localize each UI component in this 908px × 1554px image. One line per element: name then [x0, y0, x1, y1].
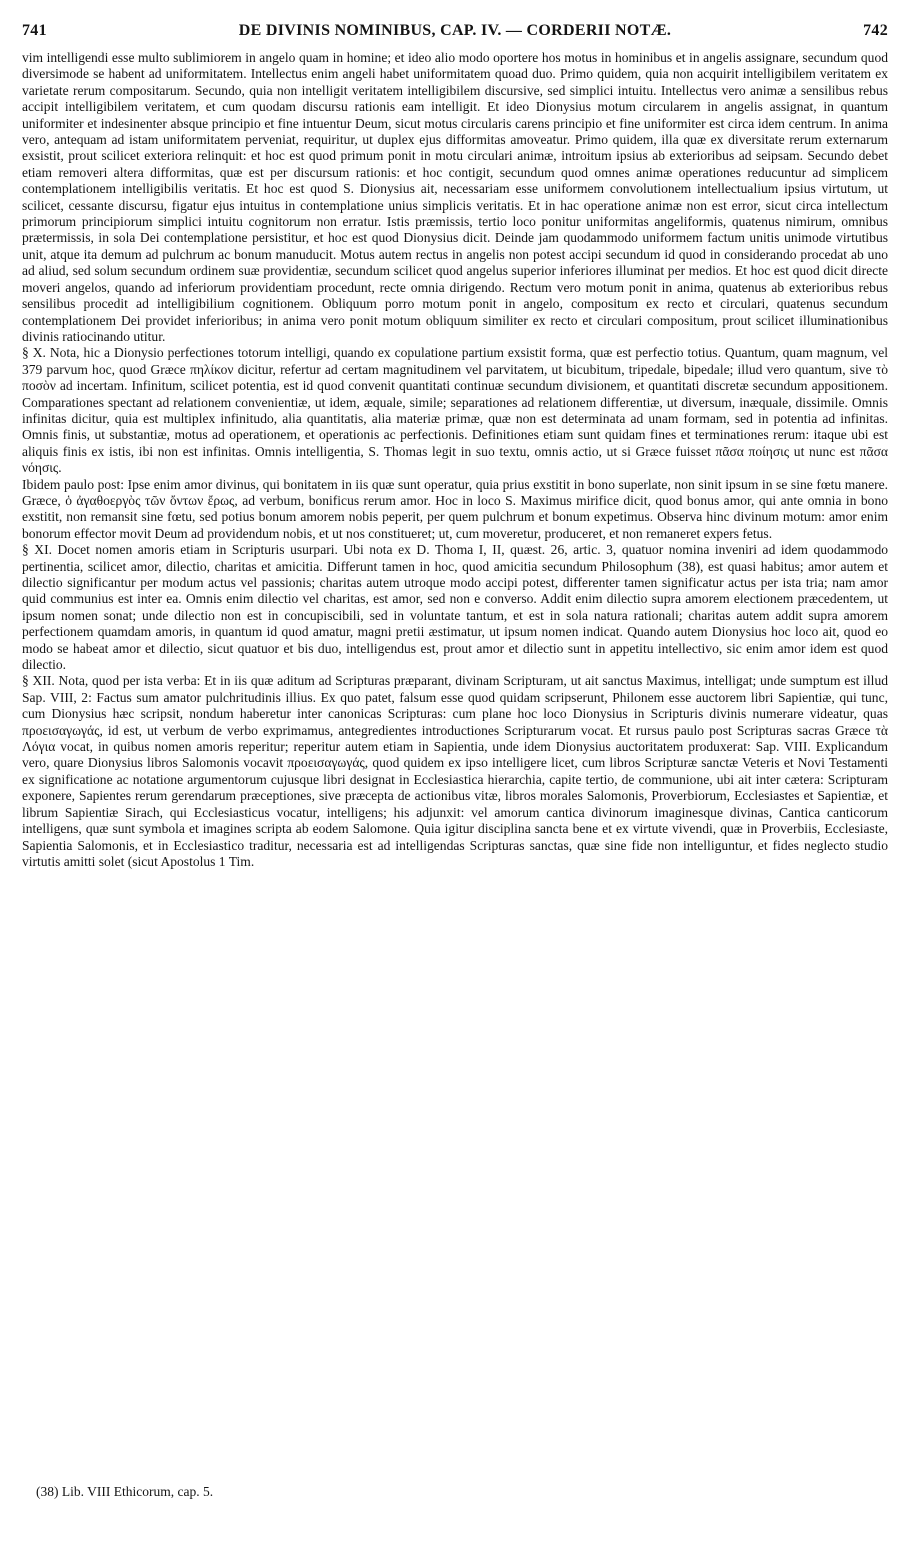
- running-header: [22, 22, 888, 46]
- paragraph-section-xi: § XI. Docet nomen amoris etiam in Scripturis usurpari. Ubi nota ex D. Thoma I, II, quæst. 26, artic. 3, quatuor nomina inveniri ad idem quodammodo pertinentia, scilicet amor, dilectio, charitas et amicitia. Differunt tamen in hoc, quod amicitia secundum Philosophum (38), est quasi habitus; amor autem et dilectio significantur per modum actus vel passionis; charitas autem utroque modo accipi potest, differenter tamen significatur actus per ista tria; nam amor quid communius est inter ea. Omnis enim dilectio vel charitas, est amor, sed non e converso. Addit enim dilectio supra amorem electionem præcedentem, ut ipsum nomen sonat; unde dilectio non est in concupiscibili, sed in voluntate tantum, et est in sola natura rationali; charitas autem addit supra amorem perfectionem quamdam amoris, in quantum id quod amatur, magni pretii æstimatur, ut ipsum nomen indicat. Quando autem Dionysius hoc loco ait, quod eo modo se habeat amor et dilectio, sicut quatuor et bis duo, intelligendus est, prout amor et dilectio sunt in appetitu intellectivo, sic enim amor idem est quod dilectio.: [22, 542, 888, 673]
- page-number-left: 741: [22, 22, 47, 39]
- paragraph-ibidem: Ibidem paulo post: Ipse enim amor divinus, qui bonitatem in iis quæ sunt operatur, quia prius exstitit in bono superlate, non sinit ipsum in se sine fœtu manere. Græce, ὁ ἀγαθοεργὸς τῶν ὄντων ἔρως, ad verbum, bonificus rerum amor. Hoc in loco S. Maximus mirifice dicit, quod bonus amor, qui ante omnia in bono exstitit, non remansit sine fœtu, sed potius bonum amorem nobis peperit, per quem pulchrum et bonum expetimus. Observa hinc divinum motum: amor enim bonorum effector movit Deum ad providendum nobis, et ut nos constitueret; ut, cum moveretur, produceret, et non remaneret expers fetus.: [22, 476, 888, 541]
- paragraph-section-x: § X. Nota, hic a Dionysio perfectiones totorum intelligi, quando ex copulatione partium exsistit forma, quæ est perfectio totius. Quantum, quam magnum, vel 379 parvum hoc, quod Græce πηλίκον dicitur, refertur ad certam magnitudinem vel parvitatem, ut bicubitum, tripedale, bipedale; illud vero quantum, sive τὸ ποσὸν ad incertam. Infinitum, scilicet potentia, est id quod convenit quantitati continuæ secundum divisionem, et quantitati discretæ secundum appositionem. Comparationes spectant ad relationem convenientiæ, ut idem, æquale, simile; separationes ad relationem differentiæ, ut diversum, inæquale, dissimile. Omnis infinitas dicitur, quia est multiplex infinitudo, alia quantitatis, alia materiæ primæ, quæ non est determinata ad unam formam, sed in potentia ad infinitas. Omnis finis, ut substantiæ, motus ad operationem, et operationis ac perfectionis. Definitiones etiam sunt quidam fines et terminationes rerum: itaque ubi est aliquis finis ex istis, ibi non est infinitas. Omnis intelligentia, S. Thomas legit in suo textu, omnis actio, ut si Græce fuisset πᾶσα ποίησις ut nunc est πᾶσα νόησις.: [22, 345, 888, 476]
- footnote: (38) Lib. VIII Ethicorum, cap. 5.: [36, 1484, 214, 1499]
- paragraph-section-xii: § XII. Nota, quod per ista verba: Et in iis quæ aditum ad Scripturas præparant, divinam Scripturam, ut ait sanctus Maximus, intelligat; unde sumptum est illud Sap. VIII, 2: Factus sum amator pulchritudinis illius. Ex quo patet, falsum esse quod quidam scripserunt, Philonem esse auctorem libri Sapientiæ, qui tunc, cum Dionysius hæc scripsit, nondum haberetur inter canonicas Scripturas: cum plane hoc loco Dionysius in Scripturis divinis numerare videatur, quas προεισαγωγάς, id est, ut verbum de verbo exprimamus, antegredientes introductiones Scripturarum vocat. Et rursus paulo post Scripturas sacras Græce τὰ Λόγια vocat, in quibus nomen amoris reperitur; reperitur autem etiam in Sapientia, unde idem Dionysius auctoritatem produxerat: Sap. VIII. Explicandum vero, quare Dionysius libros Salomonis vocavit προεισαγωγάς, quod quidem ex ipso intelligere licet, cum libros Scripturæ sanctæ Veteris et Novi Testamenti ex significatione ac notatione argumentorum cujusque libri designat in Ecclesiastica hierarchia, capite tertio, de communione, ubi ait inter cætera: Scripturam exponere, Sapientes rerum gerendarum præceptiones, sive præcepta de actionibus vitæ, libros morales Salomonis, Proverbiorum, Ecclesiastes et Sapientiæ, et librum Sapientiæ Sirach, qui Ecclesiasticus vocatur, intelligens; his adjunxit: vel amorum cantica divinorum imaginesque divinas, Cantica canticorum intelligens, quæ sunt symbola et imagines scripta ab eodem Salomone. Quia igitur disciplina sancta bene et ex virtute vivendi, quæ in Proverbiis, Ecclesiaste, Sapientia Salomonis, et in Ecclesiastico traditur, necessaria est ad intelligendas Scripturas sanctas, quæ sine fide non intelliguntur, et fides neglecto studio virtutis amitti solet (sicut Apostolus 1 Tim.: [22, 673, 888, 869]
- paragraph-continued: vim intelligendi esse multo sublimiorem in angelo quam in homine; et ideo alio modo oportere hos motus in hominibus et in angelis assignare, secundum quod diversimode se habent ad uniformitatem. Intellectus enim angeli habet uniformitatem quoad duo. Primo quidem, quia non acquirit intelligibilem veritatem ex varietate rerum compositarum. Secundo, quia non intelligit veritatem intelligibilem discursive, sed simplici intuitu. Intellectus vero animæ a sensilibus rebus accipit intelligibilem veritatem, et cum quodam discursu rationis eam intelligit. Et ideo Dionysius motum circularem in angelis assignat, in quantum uniformiter et indesinenter absque principio et fine intuentur Deum, sicut motus circularis carens principio et fine uniformiter est circa idem centrum. In anima vero, antequam ad istam uniformitatem perveniat, requiritur, ut duplex ejus difformitas amoveatur. Primo quidem, illa quæ ex diversitate rerum externarum exsistit, prout scilicet exteriora relinquit: et hoc est quod primum ponit in motu circulari animæ, introitum ipsius ab exterioribus ad seipsam. Secundo debet etiam removeri altera difformitas, quæ est per discursum rationis: et hoc contigit, secundum quod omnes animæ operationes reducuntur ad simplicem contemplationem intelligibilis veritatis. Et hoc est quod S. Dionysius ait, necessariam esse uniformem convolutionem intellectualium ipsius virtutum, ut scilicet, cessante discursu, figatur ejus intuitus in contemplatione unius simplicis veritatis. Et in hac operatione animæ non est error, sicut circa intellectum primorum principiorum simplici intuitu cognitorum non erratur. Istis præmissis, tertio loco ponitur uniformitas angeliformis, quatenus nimirum, omnibus prætermissis, in sola Dei contemplatione persistitur, et hoc est quod Dionysius dicit. Deinde jam quodammodo uniformem factum unitis unimode virtutibus unit, atque ita demum ad pulchrum ac bonum manuducit. Motus autem rectus in angelis non potest accipi secundum id quod in considerando procedat ab uno ad aliud, sed solum secundum ordinem suæ providentiæ, secundum scilicet quod angelus superior inferiores illuminat per medios. Et hoc est quod dicit directe moveri angelos, quando ad inferiorum providentiam procedunt, recte omnia dirigendo. Rectum vero motum ponit in anima, quatenus ab exterioribus rebus sensilibus procedit ad intelligibilium cognitionem. Obliquum porro motum ponit in angelo, compositum ex recto et circulari, quatenus secundum contemplationem Dei providet inferioribus; in anima vero ponit motum obliquum similiter ex recto et circulari compositum, prout scilicet illuminationibus divinis ratiocinando utitur.: [22, 50, 888, 344]
- commentary-body: [22, 50, 888, 1470]
- page-number-right: 742: [863, 22, 888, 39]
- page: [22, 0, 888, 1554]
- running-title: DE DIVINIS NOMINIBUS, CAP. IV. — CORDERII NOTÆ.: [238, 22, 672, 39]
